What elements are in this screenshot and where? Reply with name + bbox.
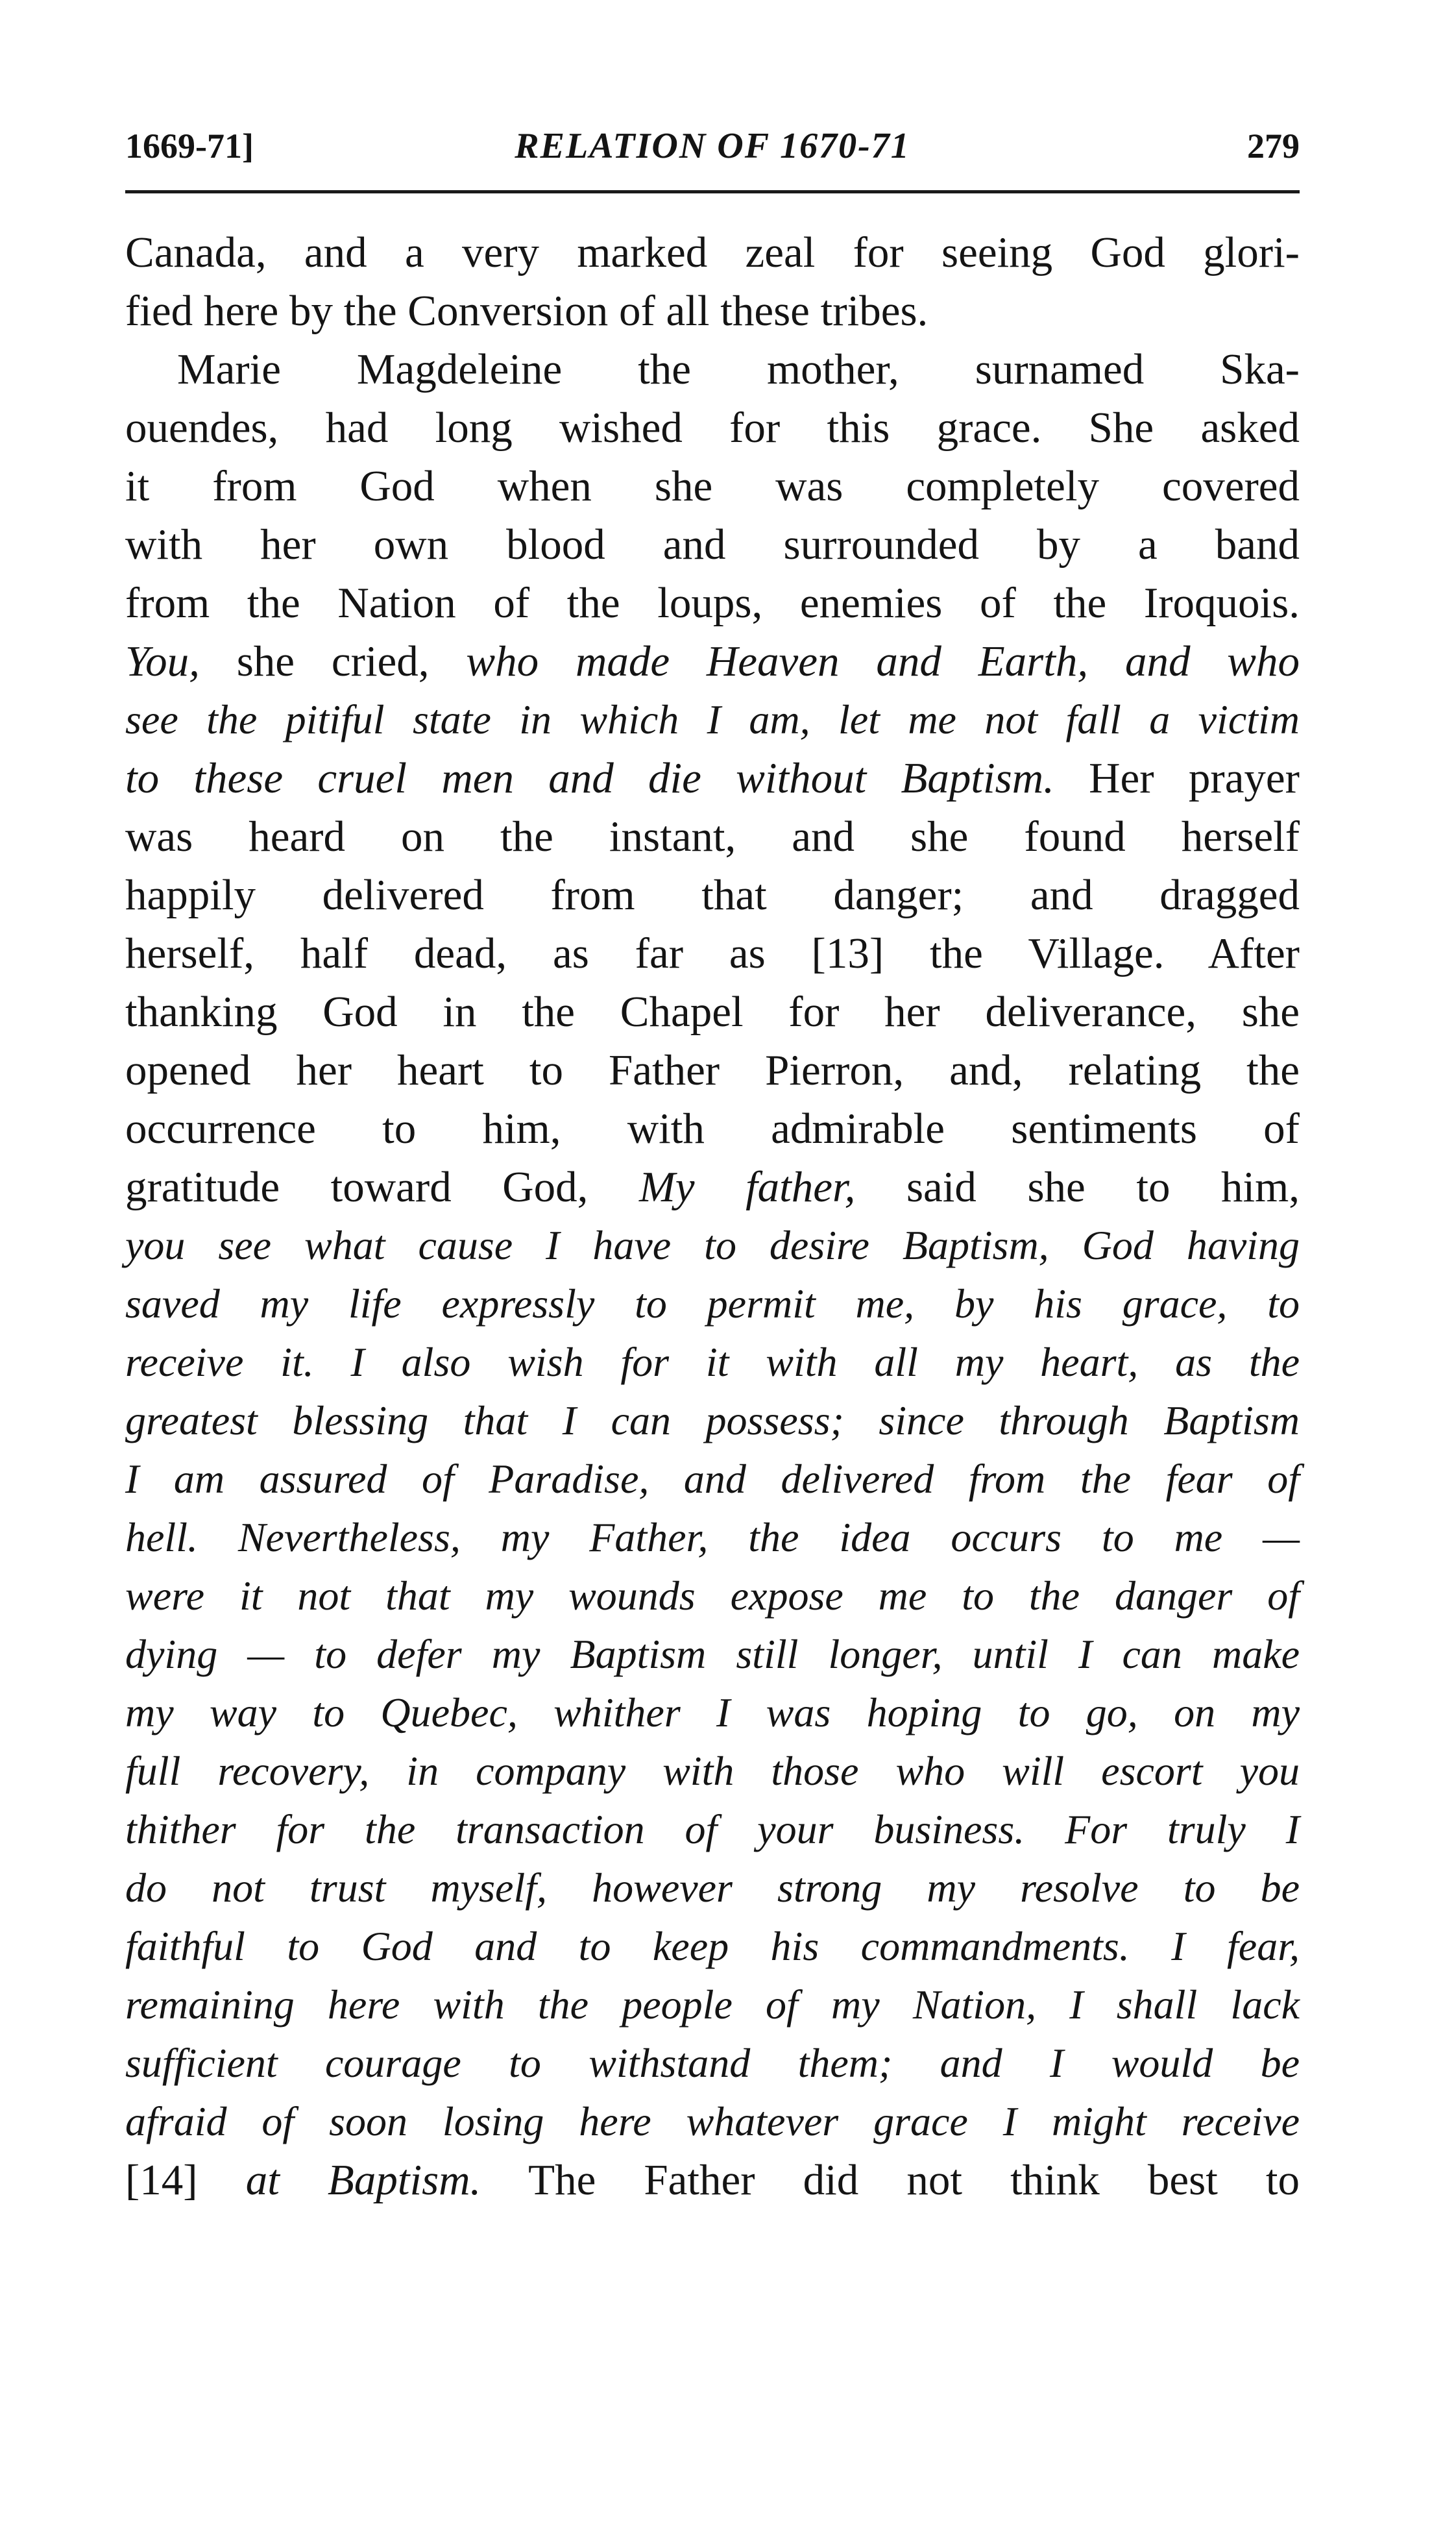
text-line bbox=[125, 457, 1300, 515]
text-line bbox=[125, 1275, 1300, 1333]
body-text bbox=[125, 223, 1300, 2209]
text-segment: she cried, bbox=[199, 637, 467, 685]
text-segment: Marie Magdeleine the mother, surnamed Ska- bbox=[177, 345, 1300, 393]
text-line bbox=[125, 574, 1300, 632]
page-number: 279 bbox=[1247, 127, 1300, 165]
italic-segment: I am assured of Paradise, and delivered from the fear of bbox=[125, 1456, 1300, 1502]
text-line bbox=[125, 223, 1300, 282]
text-line bbox=[125, 1917, 1300, 1976]
italic-segment: at Baptism. bbox=[245, 2156, 481, 2204]
text-line bbox=[125, 1859, 1300, 1917]
text-segment: ouendes, had long wished for this grace. She asked bbox=[125, 404, 1300, 452]
text-segment: with her own blood and surrounded by a band bbox=[125, 521, 1300, 569]
italic-segment: who made Heaven and Earth, and who bbox=[466, 637, 1300, 685]
text-segment: it from God when she was completely covered bbox=[125, 462, 1300, 510]
text-segment: thanking God in the Chapel for her deliverance, she bbox=[125, 988, 1300, 1036]
text-line bbox=[125, 1099, 1300, 1158]
text-segment: from the Nation of the loups, enemies of the Iroquois. bbox=[125, 579, 1300, 627]
text-line bbox=[125, 1333, 1300, 1391]
text-line bbox=[125, 1450, 1300, 1508]
text-segment: herself, half dead, as far as [13] the Village. After bbox=[125, 929, 1300, 977]
text-segment: Canada, and a very marked zeal for seeing God glori- bbox=[125, 228, 1300, 276]
italic-segment: thither for the transaction of your business. For truly I bbox=[125, 1806, 1300, 1852]
text-line bbox=[125, 1508, 1300, 1567]
text-segment: gratitude toward God, bbox=[125, 1163, 639, 1211]
header-rule bbox=[125, 190, 1300, 193]
text-segment: said she to him, bbox=[855, 1163, 1300, 1211]
text-line bbox=[125, 807, 1300, 866]
text-line bbox=[125, 749, 1300, 807]
text-segment: happily delivered from that danger; and dragged bbox=[125, 871, 1300, 919]
text-line bbox=[125, 2151, 1300, 2209]
italic-segment: greatest blessing that I can possess; since through Baptism bbox=[125, 1397, 1300, 1443]
text-line bbox=[125, 691, 1300, 749]
text-line bbox=[125, 1041, 1300, 1099]
text-line bbox=[125, 866, 1300, 924]
text-line bbox=[125, 924, 1300, 983]
text-segment: opened her heart to Father Pierron, and, relating the bbox=[125, 1046, 1300, 1094]
text-segment: [14] bbox=[125, 2156, 246, 2204]
italic-segment: my way to Quebec, whither I was hoping to go, on my bbox=[125, 1689, 1300, 1735]
header-title: RELATION OF 1670-71 bbox=[515, 126, 910, 166]
text-line bbox=[125, 1684, 1300, 1742]
italic-segment: dying — to defer my Baptism still longer, until I can make bbox=[125, 1631, 1300, 1677]
text-line bbox=[125, 1625, 1300, 1684]
italic-segment: receive it. I also wish for it with all my heart, as the bbox=[125, 1339, 1300, 1385]
text-line bbox=[125, 398, 1300, 457]
text-line bbox=[125, 1391, 1300, 1450]
italic-segment: My father, bbox=[638, 1163, 856, 1211]
text-line bbox=[125, 983, 1300, 1041]
header-date-range: 1669-71] bbox=[125, 127, 254, 165]
italic-segment: sufficient courage to withstand them; and I would be bbox=[125, 2040, 1300, 2086]
text-segment: The Father did not think best to bbox=[481, 2156, 1300, 2204]
text-line bbox=[125, 2034, 1300, 2092]
italic-segment: full recovery, in company with those who will escort you bbox=[125, 1748, 1300, 1794]
text-line bbox=[125, 2092, 1300, 2151]
text-line bbox=[125, 1742, 1300, 1800]
text-line bbox=[125, 515, 1300, 574]
italic-segment: to these cruel men and die without Baptism. bbox=[125, 754, 1054, 802]
italic-segment: afraid of soon losing here whatever grace I might receive bbox=[125, 2098, 1300, 2144]
running-header bbox=[125, 118, 1300, 174]
text-segment: fied here by the Conversion of all these tribes. bbox=[125, 287, 928, 335]
text-line bbox=[125, 1976, 1300, 2034]
italic-segment: saved my life expressly to permit me, by his grace, to bbox=[125, 1281, 1300, 1327]
italic-segment: faithful to God and to keep his commandments. I fear, bbox=[125, 1923, 1300, 1969]
text-line bbox=[125, 340, 1300, 398]
italic-segment: do not trust myself, however strong my resolve to be bbox=[125, 1865, 1300, 1911]
text-line bbox=[125, 1567, 1300, 1625]
text-line bbox=[125, 1800, 1300, 1859]
text-segment: Her prayer bbox=[1054, 754, 1300, 802]
text-line bbox=[125, 282, 1300, 340]
italic-segment: were it not that my wounds expose me to the danger of bbox=[125, 1573, 1300, 1619]
text-segment: was heard on the instant, and she found herself bbox=[125, 813, 1300, 861]
italic-segment: remaining here with the people of my Nation, I shall lack bbox=[125, 1981, 1300, 2028]
text-line bbox=[125, 1216, 1300, 1275]
italic-segment: you see what cause I have to desire Baptism, God having bbox=[125, 1222, 1300, 1268]
italic-segment: see the pitiful state in which I am, let me not fall a victim bbox=[125, 696, 1300, 742]
italic-segment: You, bbox=[125, 637, 200, 685]
italic-segment: hell. Nevertheless, my Father, the idea occurs to me — bbox=[125, 1514, 1300, 1560]
text-line bbox=[125, 1158, 1300, 1216]
text-segment: occurrence to him, with admirable sentiments of bbox=[125, 1105, 1300, 1153]
text-line bbox=[125, 632, 1300, 691]
